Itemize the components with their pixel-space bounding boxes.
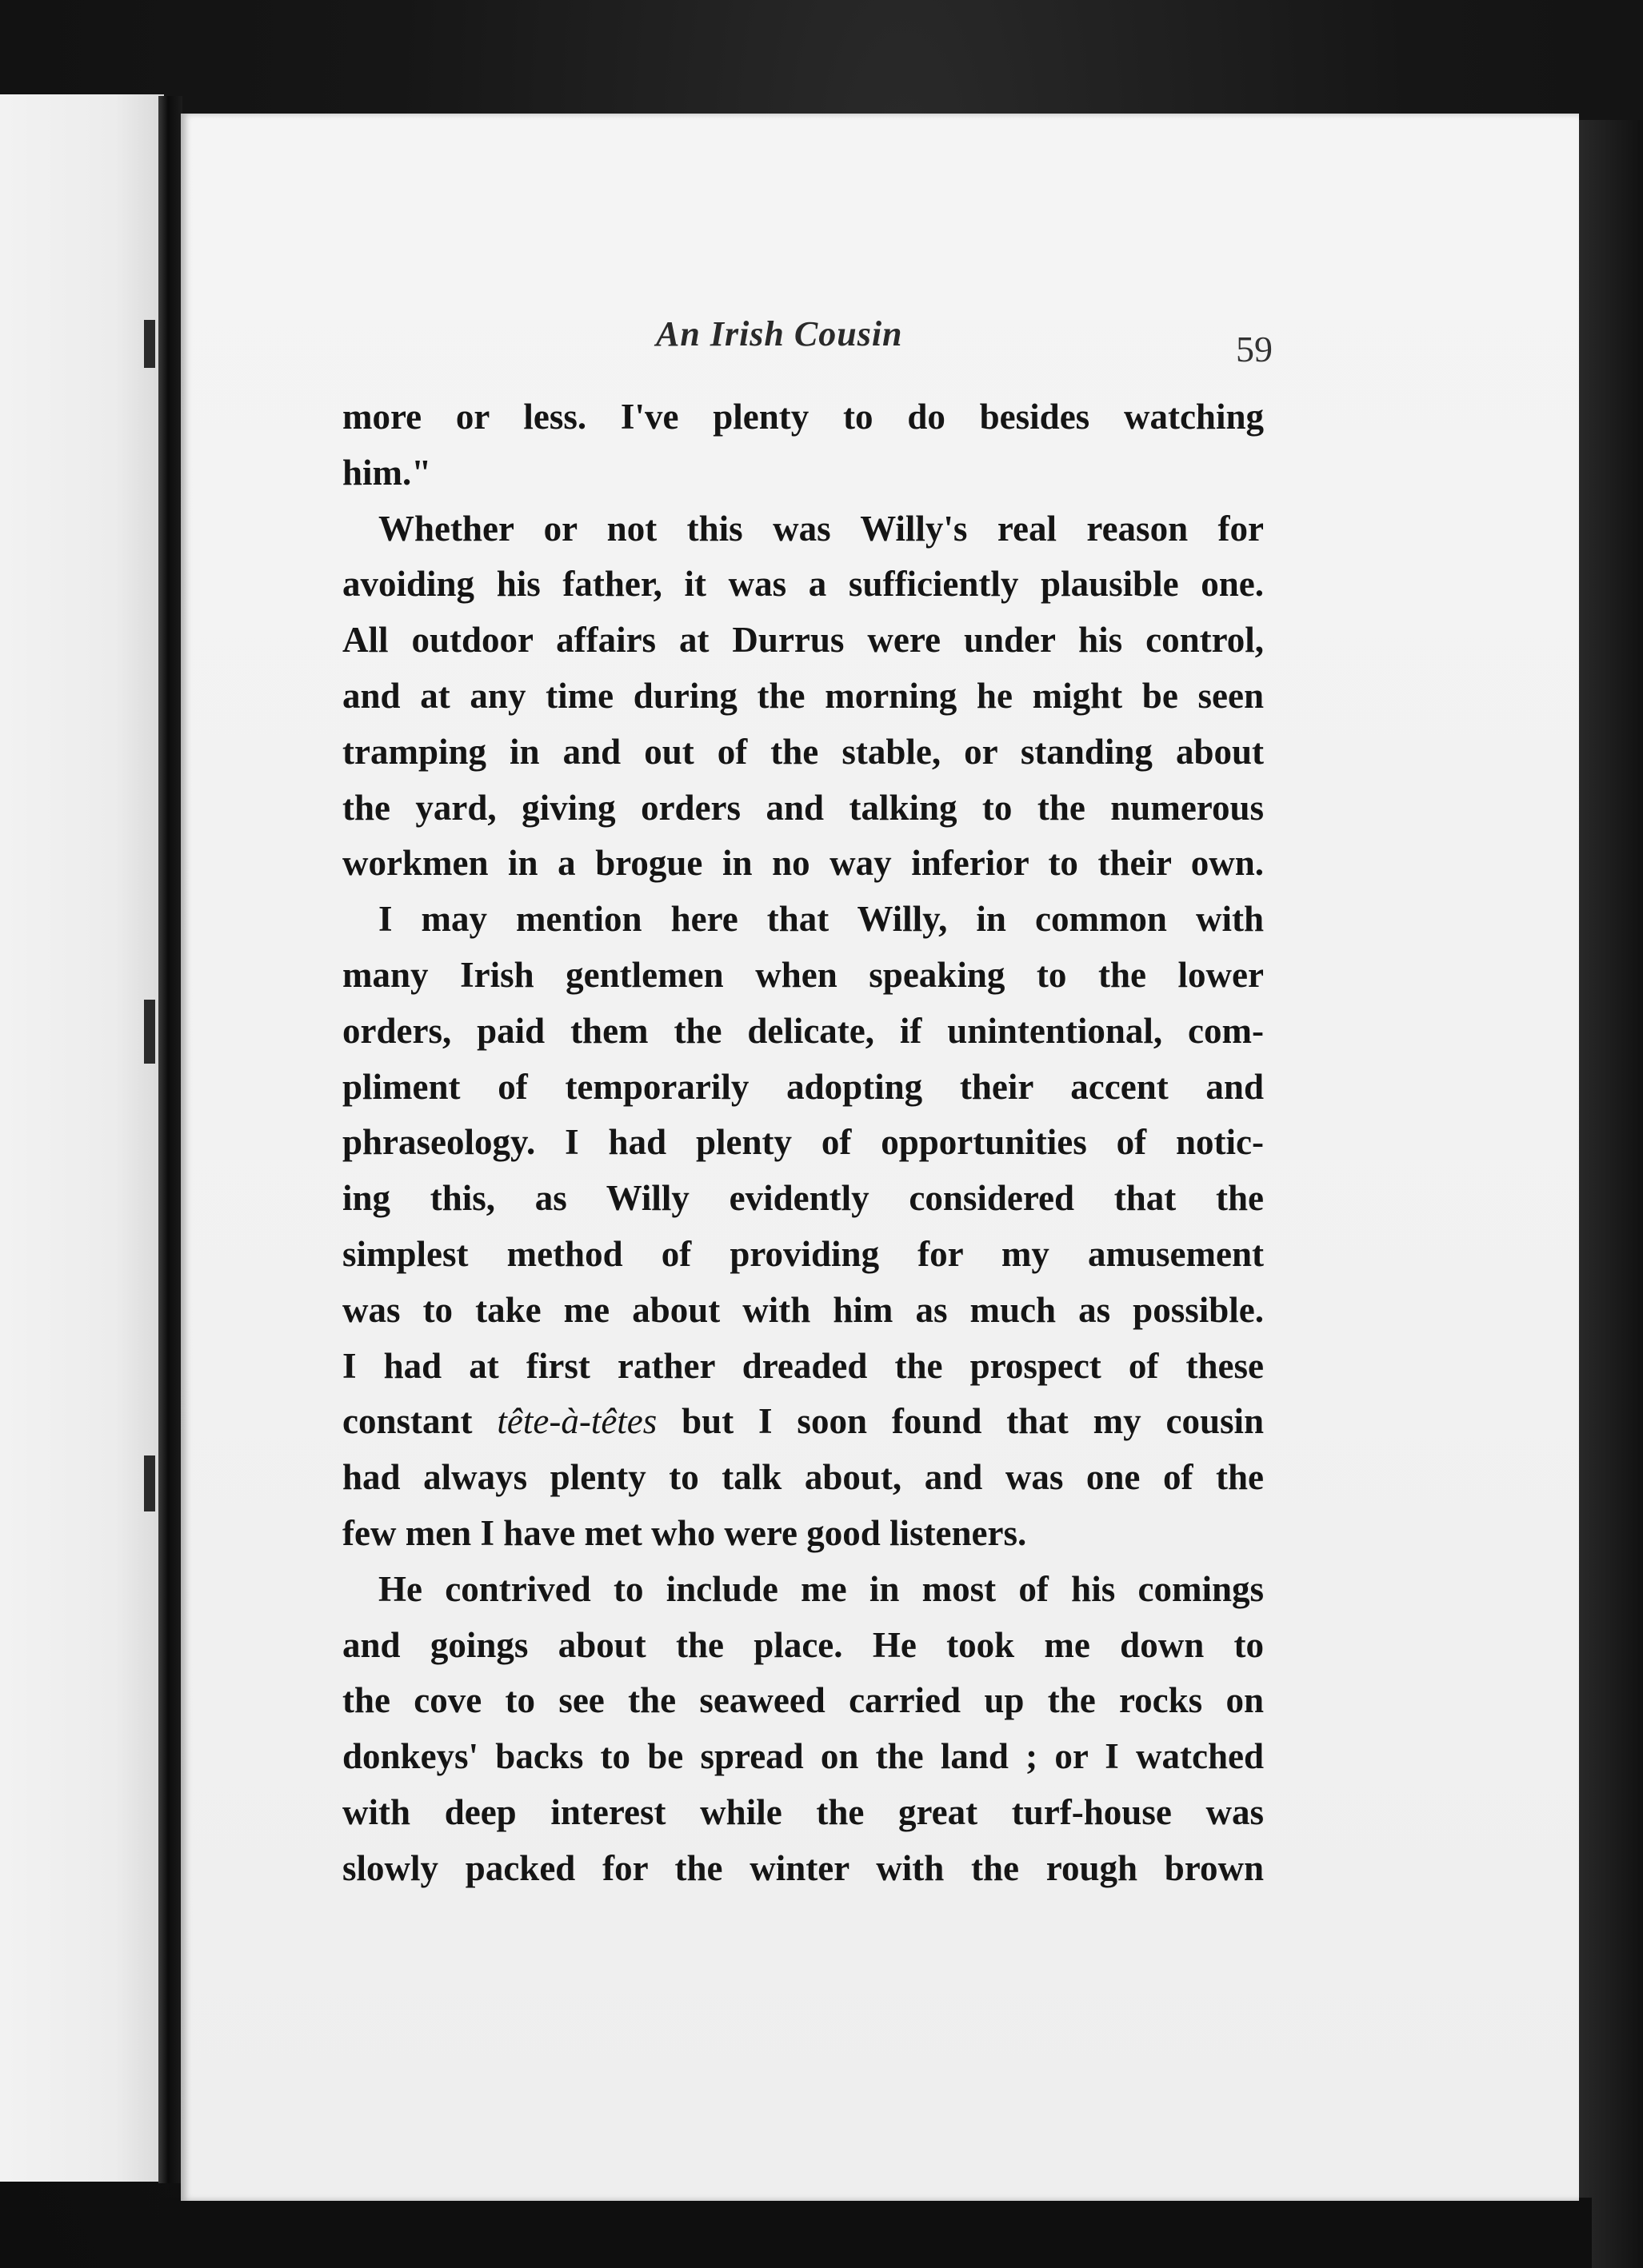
- text-line: him.": [342, 452, 432, 493]
- gutter-speck: [144, 320, 155, 368]
- text-line: donkeys' backs to be spread on the land ; or I watched: [342, 1736, 1264, 1777]
- text-line: phraseology. I had plenty of opportunities of notic-: [342, 1122, 1264, 1163]
- text-line: I may mention here that Willy, in common with: [378, 899, 1264, 940]
- text-fragment: constant: [342, 1401, 473, 1442]
- text-line: pliment of temporarily adopting their accent and: [342, 1066, 1264, 1107]
- text-fragment: but I soon found that my cousin: [682, 1401, 1265, 1442]
- text-line: All outdoor affairs at Durrus were under his control,: [342, 620, 1264, 661]
- page-number: 59: [1236, 329, 1273, 369]
- text-line: had always plenty to talk about, and was one of the: [342, 1457, 1264, 1498]
- text-line: the yard, giving orders and talking to the numerous: [342, 787, 1264, 828]
- text-line: ing this, as Willy evidently considered that the: [342, 1178, 1264, 1219]
- text-line: was to take me about with him as much as possible.: [342, 1289, 1264, 1330]
- text-line: tramping in and out of the stable, or standing about: [342, 731, 1264, 772]
- right-scan-edge: [1576, 120, 1643, 2268]
- text-line: I had at first rather dreaded the prospect of these: [342, 1345, 1264, 1386]
- text-line: Whether or not this was Willy's real reason for: [378, 508, 1264, 549]
- text-line: more or less. I've plenty to do besides watching: [342, 397, 1264, 437]
- gutter-speck: [144, 1000, 155, 1064]
- book-gutter: [158, 96, 182, 2183]
- text-line: He contrived to include me in most of his comings: [378, 1568, 1264, 1609]
- page-body: [342, 389, 1264, 1897]
- text-line: [342, 1394, 1264, 1450]
- text-line: slowly packed for the winter with the rough brown: [342, 1847, 1264, 1888]
- text-line: with deep interest while the great turf-house was: [342, 1791, 1264, 1832]
- text-line: the cove to see the seaweed carried up the rocks on: [342, 1680, 1264, 1721]
- text-line: and at any time during the morning he might be seen: [342, 675, 1264, 716]
- text-line: few men I have met who were good listeners.: [342, 1512, 1027, 1553]
- running-head: An Irish Cousin: [656, 314, 903, 353]
- text-line: avoiding his father, it was a sufficiently plausible one.: [342, 564, 1264, 605]
- text-line: workmen in a brogue in no way inferior to their own.: [342, 843, 1264, 884]
- text-line: orders, paid them the delicate, if unintentional, com-: [342, 1010, 1264, 1051]
- italic-phrase: tête-à-têtes: [497, 1401, 658, 1442]
- bottom-scan-edge: [160, 2198, 1592, 2268]
- text-line: and goings about the place. He took me down to: [342, 1624, 1264, 1665]
- left-page-edge: [0, 94, 164, 2182]
- gutter-speck: [144, 1455, 155, 1511]
- text-line: many Irish gentlemen when speaking to the lower: [342, 954, 1264, 995]
- text-line: simplest method of providing for my amusement: [342, 1233, 1264, 1274]
